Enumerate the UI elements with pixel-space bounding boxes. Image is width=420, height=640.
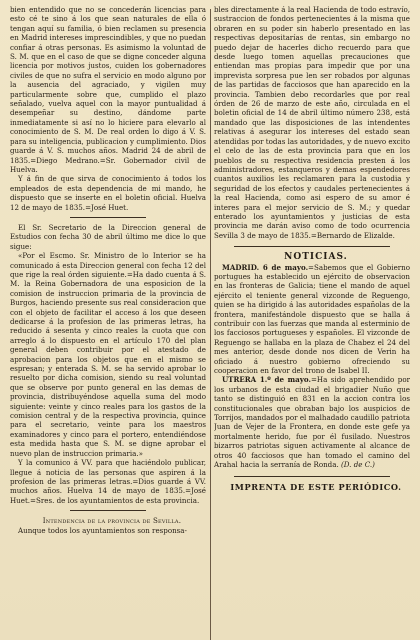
left-paragraph-5: Y la comunico á VV. para que haciéndolo publicar, llegue á noticia de las personas que aspiren á la profesion de las primeras letras.=Dios guarde á VV. muchos años. Huelva 14 de mayo de 1835.=José Huet.=Sres. de los ayuntamientos de esta provincia. — [10, 458, 206, 505]
utrera-news-body: =Ha sido aprehendido por los urbanos de esta ciudad el brigadier Nuño que tanto se distinguió en 831 en la accion contra los constitucionales que obraban bajo los auspicios de Torrijos, mandados por el malhadado caudillo patriota Juan de Vejer de la Frontera, en donde este gefe ya mortalmente herido, fue por él fusilado. Nuestros bizarros patriotas siguen activamente al alcance de otros 40 facciosos que han tomado el camino del Arahal hacia la serranía de Ronda. — [214, 375, 410, 470]
separator-rule — [70, 217, 146, 218]
noticias-heading: NOTICIAS. — [284, 252, 348, 263]
separator-rule — [234, 476, 390, 477]
column-divider — [210, 9, 211, 640]
right-column — [214, 5, 410, 640]
utrera-source: (D. de C.) — [340, 460, 375, 470]
left-paragraph-3: El Sr. Secretario de la Direccion general de Estudios con fecha 30 de abril último me dice lo que sigue: — [10, 222, 206, 251]
imprenta-footer: IMPRENTA DE ESTE PERIÓDICO. — [230, 481, 402, 492]
columns — [10, 5, 410, 640]
left-column — [10, 5, 206, 640]
left-paragraph-2: Y á fin de que sirva de conocimiento á todos los empleados de esta dependencia de mi mando, he dispuesto que se inserte en el boletin oficial. Huelva 12 de mayo de 1835.=José Huet. — [10, 174, 206, 212]
left-paragraph-4: «Por el Escmo. Sr. Ministro de lo Interior se ha comunicado á esta Direccion general con fecha 12 del que rige la real órden siguiente.=Ha dado cuenta á S. M. la Reina Gobernadora de una esposicion de la comision de instruccion primaria de la provincia de Burgos, haciendo presente sus real consideracion que con el objeto de facilitar el acceso á los que deseen dedicarse á la profesion de las primeras letras, ha reducido á sesenta y cinco reales la cuota que con arreglo á lo dispuesto en el artículo 170 del plan general deben contribuir por el atestado de aprobacion para los objetos que en el mismo se espresan; y enterada S. M. se ha servido aprobar lo resuelto por dicha comision, siendo su real voluntad que se observe por punto general en las demas de provincia, distribuyéndose aquella suma del modo siguiente: veinte y cinco reales para los gastos de la comision central y de la respectiva provincia, quince para el secretario, veinte para los maestros examinadores y cinco para el portero, entendiéndose esta medida hasta que S. M. se digne aprobar el nuevo plan de instruccion primaria.» — [10, 251, 206, 458]
separator-rule — [234, 246, 390, 247]
section-heading-intendencia: Intendencia de la provincia de Sevilla. — [42, 516, 182, 526]
left-paragraph-6: Aunque todos los ayuntamientos son responsa- — [18, 525, 187, 535]
utrera-dateline: UTRERA 1.º de mayo. — [222, 375, 311, 385]
madrid-dateline: MADRID. 6 de mayo. — [222, 262, 309, 272]
utrera-news — [214, 375, 410, 469]
separator-rule — [70, 510, 146, 511]
left-paragraph-1: bien entendido que no se concederán licencias para esto cé te sino á los que sean naturales de ella ó tengan aquí su familia, ó bien reclamen su presencia en Madrid intereses imprescindibles, y que no puedan confiar á otras personas. Es asimismo la voluntad de S. M. que en el caso de que se digne conceder alguna licencia por motivos justos, cuiden los gobernadores civiles de que no sufra el servicio en modo alguno por la ausencia del agraciado, y vigilen muy particularmente sobre que, cumplido el plazo señalado, vuelva aquel con la mayor puntualidad á desempeñar su destino, dándome parte inmediatamente si así no lo hiciere para elevarlo al conocimiento de S. M. De real orden lo digo á V. S. para su inteligencia, publicacion y cumplimiento. Dios guarde á V. S. muchos años. Madrid 24 de abril de 1835.=Diego Medrano.=Sr. Gobernador civil de Huelva. — [10, 5, 206, 174]
right-paragraph-1: bles directamente á la real Hacienda de todo estravío, sustraccion de fondos pertenecientes á la misma que obraren en su poder sin haberlo presentado en las respectivas depositarías de rentas, sin embargo no puedo dejar de hacerles dicho recuerdo para que desde luego tomen aquellas precauciones que entiendan mas propias para impedir que por una imprevista sorpresa pue len ser robados por algunas de las partidas de facciosos que han aparecido en la provincia. Tambien debo recordarles que por real órden de 26 de marzo de este año, circulada en el boletin oficial de 14 de abril último número 238, está mandado que las disposiciones de las intendentes relativas á asegurar los intereses del estado sean atendidas por todas las autoridades, y de nuevo excito el celo de las de esta provincia para que en los pueblos de su respectiva residencia presten á los administradores, estanqueros y demas espendedores cuantos auxilios les reclamaren para la custodia y seguridad de los efectos y caudales pertenecientes á la real Hacienda, como asi espero de su amor é interes para el mejor servicio de S. M.; y quedar enterado los ayuntamientos y justicias de esta provincia me darán aviso como de todo ocurrencia Sevilla 3 de mayo de 1835.=Bernardo de Elizalde. — [214, 5, 410, 240]
madrid-news-body: =Sabemos que el Gobierno portugues ha establecido un ejército de observacion en las fronteras de Galicia; tiene el mando de aquel ejército el teniente general vizconde de Reguengo, quien se ha dirigido á las autoridades españolas de la frontera, manifestándole dispuesto que se halla á contribuir con las fuerzas que manda al esterminio de los facciosos portugueses y españoles. El vizconde de Reguengo se hallaba en la plaza de Chabez el 24 del mes anterior, desde donde nos dicen de Verin ha oficiado á nuestro gobierno ofreciendo su cooperacion en favor del trono de Isabel II. — [214, 262, 410, 376]
madrid-news — [214, 263, 410, 376]
